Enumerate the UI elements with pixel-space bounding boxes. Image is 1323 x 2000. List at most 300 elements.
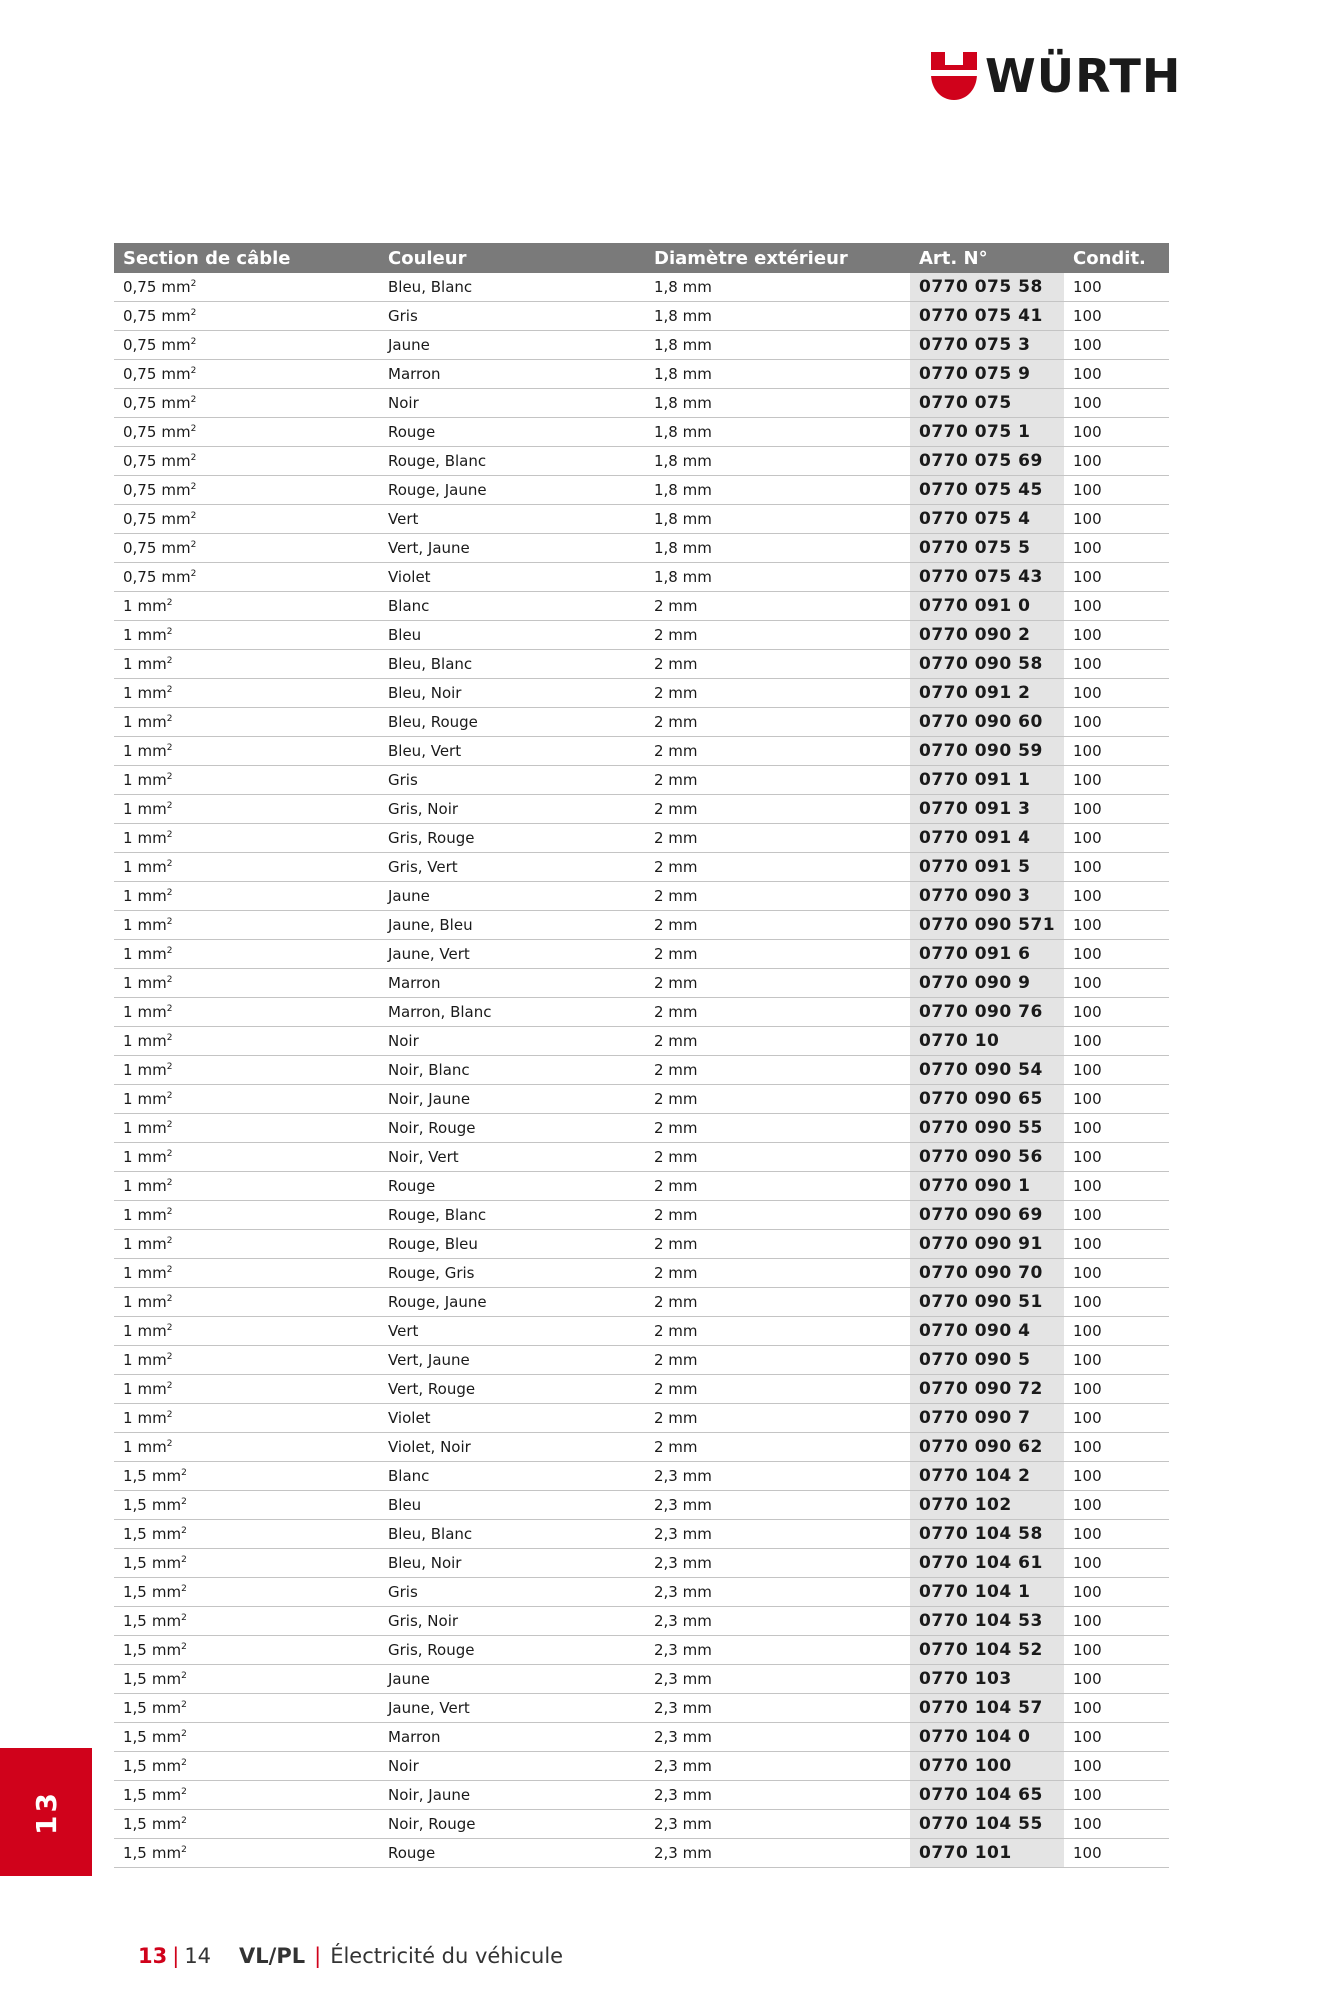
table-row xyxy=(114,1317,1169,1346)
cell-color: Jaune, Vert xyxy=(379,1694,645,1723)
cell-diameter: 2 mm xyxy=(645,882,910,911)
cell-diameter: 2 mm xyxy=(645,708,910,737)
cell-diameter: 2 mm xyxy=(645,998,910,1027)
cell-section xyxy=(114,1636,379,1665)
table-row xyxy=(114,331,1169,360)
section-unit: mm xyxy=(151,1815,182,1833)
section-value: 0,75 xyxy=(123,539,157,557)
cell-diameter: 2,3 mm xyxy=(645,1723,910,1752)
cell-packaging: 100 xyxy=(1064,389,1169,418)
cell-section xyxy=(114,447,379,476)
cell-section xyxy=(114,1462,379,1491)
section-value: 0,75 xyxy=(123,510,157,528)
section-unit: mm xyxy=(137,771,167,789)
cell-diameter: 2,3 mm xyxy=(645,1665,910,1694)
cell-color: Noir xyxy=(379,1752,645,1781)
cell-diameter: 2 mm xyxy=(645,1259,910,1288)
section-value: 0,75 xyxy=(123,423,157,441)
cell-diameter: 2,3 mm xyxy=(645,1607,910,1636)
section-unit: mm xyxy=(161,423,191,441)
table-row xyxy=(114,1375,1169,1404)
table-row xyxy=(114,1607,1169,1636)
section-unit: mm xyxy=(137,1177,167,1195)
cell-diameter: 2 mm xyxy=(645,1201,910,1230)
page-footer xyxy=(138,1944,563,1968)
section-unit-exponent: 2 xyxy=(166,859,173,869)
cell-article: 0770 075 xyxy=(910,389,1064,418)
table-body xyxy=(114,273,1169,1868)
cell-section xyxy=(114,969,379,998)
cell-color: Noir, Rouge xyxy=(379,1114,645,1143)
cell-packaging: 100 xyxy=(1064,302,1169,331)
section-unit-exponent: 2 xyxy=(181,1642,187,1652)
cell-packaging: 100 xyxy=(1064,1404,1169,1433)
cell-section xyxy=(114,563,379,592)
cell-color: Gris xyxy=(379,302,645,331)
cell-packaging: 100 xyxy=(1064,998,1169,1027)
header-diameter: Diamètre extérieur xyxy=(645,243,910,273)
section-unit: mm xyxy=(151,1554,182,1572)
cell-color: Rouge xyxy=(379,418,645,447)
section-unit: mm xyxy=(137,1206,167,1224)
cell-section xyxy=(114,592,379,621)
cell-diameter: 1,8 mm xyxy=(645,418,910,447)
cell-diameter: 1,8 mm xyxy=(645,476,910,505)
section-unit: mm xyxy=(137,1148,167,1166)
section-unit-exponent: 2 xyxy=(181,1584,187,1594)
cell-color: Bleu, Rouge xyxy=(379,708,645,737)
cell-diameter: 1,8 mm xyxy=(645,389,910,418)
cell-packaging: 100 xyxy=(1064,1433,1169,1462)
cell-diameter: 2 mm xyxy=(645,737,910,766)
table-row xyxy=(114,1723,1169,1752)
cell-color: Jaune xyxy=(379,331,645,360)
table-row xyxy=(114,998,1169,1027)
cell-article: 0770 102 xyxy=(910,1491,1064,1520)
cell-color: Rouge, Gris xyxy=(379,1259,645,1288)
section-unit: mm xyxy=(151,1583,182,1601)
cell-section xyxy=(114,389,379,418)
cell-diameter: 2,3 mm xyxy=(645,1752,910,1781)
cell-section xyxy=(114,650,379,679)
cell-diameter: 2,3 mm xyxy=(645,1491,910,1520)
cell-packaging: 100 xyxy=(1064,534,1169,563)
table-row xyxy=(114,940,1169,969)
cell-color: Bleu xyxy=(379,1491,645,1520)
cell-color: Rouge xyxy=(379,1839,645,1868)
cell-packaging: 100 xyxy=(1064,1346,1169,1375)
section-value: 1 xyxy=(123,655,133,673)
section-unit-exponent: 2 xyxy=(166,1149,173,1159)
cell-color: Vert, Rouge xyxy=(379,1375,645,1404)
footer-page-number: 13 xyxy=(138,1944,168,1968)
cell-diameter: 2 mm xyxy=(645,1143,910,1172)
cell-article: 0770 090 1 xyxy=(910,1172,1064,1201)
cell-diameter: 2 mm xyxy=(645,1288,910,1317)
cell-color: Bleu xyxy=(379,621,645,650)
section-unit: mm xyxy=(151,1670,182,1688)
cell-section xyxy=(114,1085,379,1114)
cable-table-wrapper xyxy=(114,243,1169,1868)
cell-color: Noir, Vert xyxy=(379,1143,645,1172)
section-unit-exponent: 2 xyxy=(181,1758,187,1768)
cell-section xyxy=(114,1607,379,1636)
section-unit-exponent: 2 xyxy=(190,540,197,550)
cell-article: 0770 103 xyxy=(910,1665,1064,1694)
cell-article: 0770 090 91 xyxy=(910,1230,1064,1259)
table-row xyxy=(114,476,1169,505)
table-row xyxy=(114,1665,1169,1694)
section-unit: mm xyxy=(151,1844,182,1862)
chapter-tab xyxy=(0,1748,92,1876)
section-unit-exponent: 2 xyxy=(181,1613,187,1623)
table-row xyxy=(114,563,1169,592)
section-unit: mm xyxy=(137,742,167,760)
cell-article: 0770 104 61 xyxy=(910,1549,1064,1578)
cell-diameter: 2 mm xyxy=(645,911,910,940)
section-value: 0,75 xyxy=(123,452,157,470)
cell-diameter: 2 mm xyxy=(645,621,910,650)
cell-packaging: 100 xyxy=(1064,1694,1169,1723)
section-unit-exponent: 2 xyxy=(166,1004,173,1014)
table-row xyxy=(114,1056,1169,1085)
section-unit: mm xyxy=(151,1786,182,1804)
cell-color: Violet, Noir xyxy=(379,1433,645,1462)
cell-section xyxy=(114,273,379,302)
cell-packaging: 100 xyxy=(1064,679,1169,708)
cell-section xyxy=(114,1259,379,1288)
cell-diameter: 2,3 mm xyxy=(645,1694,910,1723)
section-value: 0,75 xyxy=(123,568,157,586)
cell-diameter: 1,8 mm xyxy=(645,534,910,563)
section-value: 1,5 xyxy=(123,1815,147,1833)
cell-section xyxy=(114,1694,379,1723)
section-unit: mm xyxy=(137,887,167,905)
section-unit: mm xyxy=(137,626,167,644)
cell-article: 0770 075 69 xyxy=(910,447,1064,476)
section-unit-exponent: 2 xyxy=(190,366,197,376)
cell-packaging: 100 xyxy=(1064,1288,1169,1317)
section-unit: mm xyxy=(137,1119,167,1137)
section-value: 1,5 xyxy=(123,1554,147,1572)
section-value: 1,5 xyxy=(123,1583,147,1601)
section-value: 1 xyxy=(123,1119,133,1137)
cell-section xyxy=(114,331,379,360)
cell-diameter: 2 mm xyxy=(645,824,910,853)
cell-section xyxy=(114,302,379,331)
table-row xyxy=(114,824,1169,853)
cell-diameter: 2 mm xyxy=(645,1172,910,1201)
cell-section xyxy=(114,505,379,534)
cell-section xyxy=(114,1665,379,1694)
cell-article: 0770 100 xyxy=(910,1752,1064,1781)
section-unit: mm xyxy=(137,1090,167,1108)
section-unit-exponent: 2 xyxy=(190,511,197,521)
cell-color: Rouge, Bleu xyxy=(379,1230,645,1259)
cell-diameter: 2,3 mm xyxy=(645,1810,910,1839)
section-unit-exponent: 2 xyxy=(166,1439,173,1449)
cell-article: 0770 091 3 xyxy=(910,795,1064,824)
cell-packaging: 100 xyxy=(1064,360,1169,389)
cell-article: 0770 075 58 xyxy=(910,273,1064,302)
cell-color: Marron xyxy=(379,969,645,998)
cell-article: 0770 090 54 xyxy=(910,1056,1064,1085)
cell-packaging: 100 xyxy=(1064,1375,1169,1404)
cell-article: 0770 104 57 xyxy=(910,1694,1064,1723)
cell-packaging: 100 xyxy=(1064,1752,1169,1781)
cell-article: 0770 090 5 xyxy=(910,1346,1064,1375)
table-row xyxy=(114,1520,1169,1549)
section-unit-exponent: 2 xyxy=(181,1555,187,1565)
section-unit: mm xyxy=(137,1380,167,1398)
section-unit-exponent: 2 xyxy=(190,395,197,405)
section-unit: mm xyxy=(151,1699,182,1717)
section-unit-exponent: 2 xyxy=(181,1845,187,1855)
section-unit-exponent: 2 xyxy=(166,801,173,811)
section-unit: mm xyxy=(137,655,167,673)
cell-color: Rouge, Jaune xyxy=(379,1288,645,1317)
section-unit-exponent: 2 xyxy=(166,1091,173,1101)
header-article: Art. N° xyxy=(910,243,1064,273)
section-value: 1,5 xyxy=(123,1467,147,1485)
section-value: 1 xyxy=(123,1409,133,1427)
section-unit-exponent: 2 xyxy=(166,946,173,956)
table-row xyxy=(114,708,1169,737)
section-unit: mm xyxy=(161,307,191,325)
cell-diameter: 2 mm xyxy=(645,1085,910,1114)
table-row xyxy=(114,302,1169,331)
wurth-logo-icon xyxy=(931,52,977,100)
section-unit-exponent: 2 xyxy=(166,772,173,782)
cell-packaging: 100 xyxy=(1064,1056,1169,1085)
section-unit: mm xyxy=(137,1293,167,1311)
cell-diameter: 1,8 mm xyxy=(645,273,910,302)
section-unit-exponent: 2 xyxy=(166,598,173,608)
cell-color: Bleu, Blanc xyxy=(379,1520,645,1549)
section-value: 0,75 xyxy=(123,365,157,383)
section-unit-exponent: 2 xyxy=(181,1729,187,1739)
cell-color: Rouge, Jaune xyxy=(379,476,645,505)
cell-packaging: 100 xyxy=(1064,273,1169,302)
cell-section xyxy=(114,1781,379,1810)
cell-article: 0770 090 58 xyxy=(910,650,1064,679)
cell-article: 0770 104 53 xyxy=(910,1607,1064,1636)
table-row xyxy=(114,1027,1169,1056)
cell-packaging: 100 xyxy=(1064,1781,1169,1810)
cell-section xyxy=(114,1810,379,1839)
cell-diameter: 2,3 mm xyxy=(645,1462,910,1491)
section-unit: mm xyxy=(137,597,167,615)
section-value: 1 xyxy=(123,684,133,702)
section-value: 0,75 xyxy=(123,307,157,325)
cell-color: Bleu, Vert xyxy=(379,737,645,766)
table-row xyxy=(114,737,1169,766)
section-unit: mm xyxy=(137,1438,167,1456)
section-unit: mm xyxy=(137,945,167,963)
cell-section xyxy=(114,998,379,1027)
header-packaging: Condit. xyxy=(1064,243,1169,273)
table-row xyxy=(114,1172,1169,1201)
cell-diameter: 2 mm xyxy=(645,1404,910,1433)
cell-article: 0770 075 1 xyxy=(910,418,1064,447)
cell-packaging: 100 xyxy=(1064,447,1169,476)
section-unit: mm xyxy=(137,1235,167,1253)
cell-packaging: 100 xyxy=(1064,1491,1169,1520)
cell-section xyxy=(114,882,379,911)
table-row xyxy=(114,1143,1169,1172)
cell-diameter: 2,3 mm xyxy=(645,1520,910,1549)
cell-color: Noir xyxy=(379,1027,645,1056)
cell-section xyxy=(114,1433,379,1462)
section-value: 0,75 xyxy=(123,336,157,354)
cell-section xyxy=(114,1114,379,1143)
cell-color: Violet xyxy=(379,563,645,592)
cell-packaging: 100 xyxy=(1064,1578,1169,1607)
section-value: 1 xyxy=(123,1264,133,1282)
section-value: 0,75 xyxy=(123,394,157,412)
section-value: 1,5 xyxy=(123,1496,147,1514)
cell-packaging: 100 xyxy=(1064,1665,1169,1694)
section-unit: mm xyxy=(161,539,191,557)
section-unit: mm xyxy=(137,916,167,934)
cell-packaging: 100 xyxy=(1064,563,1169,592)
cell-article: 0770 090 65 xyxy=(910,1085,1064,1114)
cell-article: 0770 091 6 xyxy=(910,940,1064,969)
table-row xyxy=(114,1636,1169,1665)
section-value: 1,5 xyxy=(123,1786,147,1804)
section-unit: mm xyxy=(151,1728,182,1746)
cell-section xyxy=(114,418,379,447)
cell-color: Vert, Jaune xyxy=(379,534,645,563)
cell-packaging: 100 xyxy=(1064,1723,1169,1752)
cell-diameter: 1,8 mm xyxy=(645,360,910,389)
cell-article: 0770 091 4 xyxy=(910,824,1064,853)
cell-section xyxy=(114,708,379,737)
footer-category: VL/PL xyxy=(239,1944,306,1968)
cell-color: Vert xyxy=(379,505,645,534)
section-unit-exponent: 2 xyxy=(166,1410,173,1420)
section-unit: mm xyxy=(137,713,167,731)
cell-packaging: 100 xyxy=(1064,824,1169,853)
table-row xyxy=(114,1578,1169,1607)
cell-section xyxy=(114,911,379,940)
cell-section xyxy=(114,1375,379,1404)
table-row xyxy=(114,1433,1169,1462)
cell-article: 0770 075 45 xyxy=(910,476,1064,505)
cell-color: Marron xyxy=(379,360,645,389)
section-value: 1 xyxy=(123,858,133,876)
section-unit-exponent: 2 xyxy=(166,714,173,724)
table-row xyxy=(114,969,1169,998)
section-unit: mm xyxy=(137,1032,167,1050)
table-header xyxy=(114,243,1169,273)
table-row xyxy=(114,418,1169,447)
cell-diameter: 2 mm xyxy=(645,592,910,621)
table-row xyxy=(114,679,1169,708)
section-value: 1 xyxy=(123,1206,133,1224)
cell-article: 0770 075 41 xyxy=(910,302,1064,331)
cell-packaging: 100 xyxy=(1064,621,1169,650)
cell-diameter: 1,8 mm xyxy=(645,563,910,592)
cell-article: 0770 104 55 xyxy=(910,1810,1064,1839)
cell-article: 0770 075 9 xyxy=(910,360,1064,389)
cell-section xyxy=(114,940,379,969)
cell-article: 0770 075 43 xyxy=(910,563,1064,592)
section-unit: mm xyxy=(151,1612,182,1630)
cell-diameter: 2 mm xyxy=(645,766,910,795)
cell-packaging: 100 xyxy=(1064,331,1169,360)
section-unit-exponent: 2 xyxy=(190,337,197,347)
section-value: 1 xyxy=(123,916,133,934)
cell-color: Gris, Rouge xyxy=(379,1636,645,1665)
section-unit: mm xyxy=(161,510,191,528)
wurth-logo xyxy=(931,49,1182,103)
cell-article: 0770 090 51 xyxy=(910,1288,1064,1317)
section-value: 1 xyxy=(123,1322,133,1340)
cell-article: 0770 090 56 xyxy=(910,1143,1064,1172)
header-color: Couleur xyxy=(379,243,645,273)
table-row xyxy=(114,1491,1169,1520)
cell-packaging: 100 xyxy=(1064,766,1169,795)
section-unit: mm xyxy=(161,394,191,412)
cell-diameter: 1,8 mm xyxy=(645,447,910,476)
section-unit: mm xyxy=(137,684,167,702)
cell-color: Vert xyxy=(379,1317,645,1346)
section-value: 1 xyxy=(123,887,133,905)
cell-color: Violet xyxy=(379,1404,645,1433)
cell-section xyxy=(114,1549,379,1578)
table-row xyxy=(114,766,1169,795)
cell-section xyxy=(114,1027,379,1056)
cell-article: 0770 090 571 xyxy=(910,911,1064,940)
cell-color: Blanc xyxy=(379,1462,645,1491)
cell-packaging: 100 xyxy=(1064,1230,1169,1259)
section-unit-exponent: 2 xyxy=(181,1787,187,1797)
cell-color: Rouge, Blanc xyxy=(379,1201,645,1230)
section-value: 1 xyxy=(123,1380,133,1398)
table-row xyxy=(114,447,1169,476)
cell-section xyxy=(114,1578,379,1607)
cell-color: Gris, Noir xyxy=(379,795,645,824)
cell-packaging: 100 xyxy=(1064,940,1169,969)
cell-packaging: 100 xyxy=(1064,650,1169,679)
cell-section xyxy=(114,1491,379,1520)
cell-diameter: 2 mm xyxy=(645,969,910,998)
cell-packaging: 100 xyxy=(1064,1839,1169,1868)
table-row xyxy=(114,1346,1169,1375)
cell-packaging: 100 xyxy=(1064,1172,1169,1201)
table-row xyxy=(114,1288,1169,1317)
footer-separator: | xyxy=(172,1944,180,1968)
cell-packaging: 100 xyxy=(1064,1636,1169,1665)
cell-packaging: 100 xyxy=(1064,737,1169,766)
cell-section xyxy=(114,1056,379,1085)
cell-section xyxy=(114,1520,379,1549)
cell-diameter: 2,3 mm xyxy=(645,1839,910,1868)
cell-section xyxy=(114,1404,379,1433)
cell-color: Gris xyxy=(379,1578,645,1607)
cell-color: Bleu, Noir xyxy=(379,1549,645,1578)
section-value: 0,75 xyxy=(123,481,157,499)
cell-article: 0770 104 1 xyxy=(910,1578,1064,1607)
table-row xyxy=(114,1781,1169,1810)
section-value: 1 xyxy=(123,1438,133,1456)
cell-color: Gris, Rouge xyxy=(379,824,645,853)
cell-diameter: 2,3 mm xyxy=(645,1549,910,1578)
cell-color: Jaune, Vert xyxy=(379,940,645,969)
section-unit: mm xyxy=(137,974,167,992)
cell-diameter: 2 mm xyxy=(645,1433,910,1462)
